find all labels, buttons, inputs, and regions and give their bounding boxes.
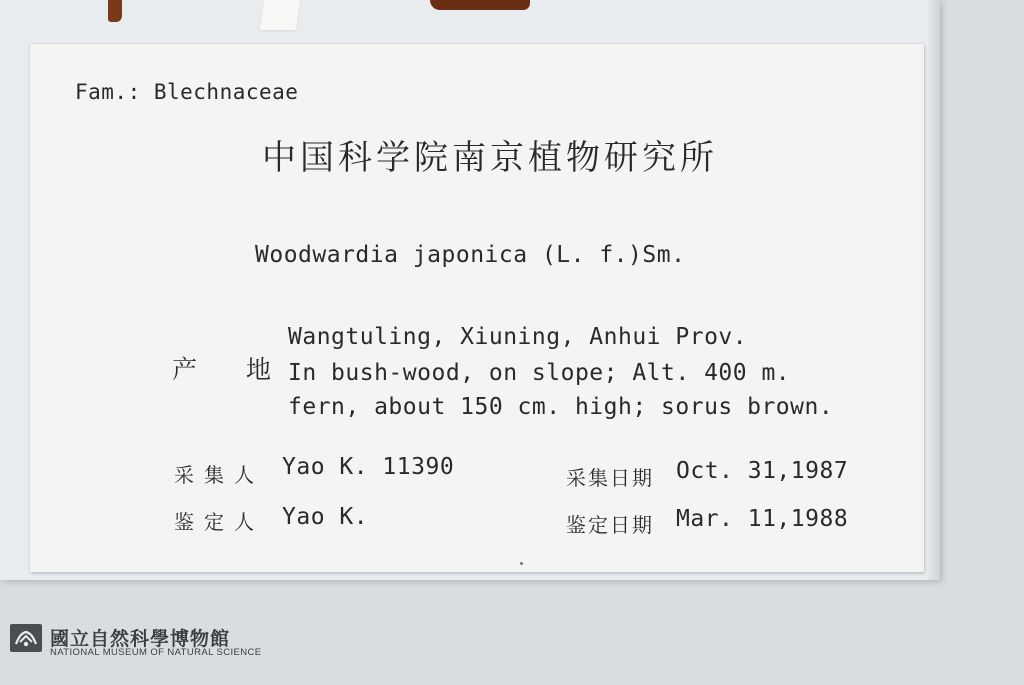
locality-label: 产 地 bbox=[172, 355, 272, 384]
sheet-edge bbox=[928, 0, 940, 580]
specimen-stem-fragment bbox=[108, 0, 122, 22]
museum-logo-icon bbox=[10, 624, 42, 652]
museum-name-chinese: 國立自然科學博物館 bbox=[50, 628, 231, 650]
determination-date-value: Mar. 11,1988 bbox=[676, 506, 849, 532]
museum-name-english: NATIONAL MUSEUM OF NATURAL SCIENCE bbox=[50, 647, 262, 658]
family-name: Fam.: Blechnaceae bbox=[75, 80, 299, 104]
collector-label: 采集人 bbox=[174, 463, 264, 487]
specimen-frond-fragment bbox=[430, 0, 530, 10]
collection-date-value: Oct. 31,1987 bbox=[676, 458, 849, 484]
collection-date-label: 采集日期 bbox=[566, 466, 654, 490]
locality-line: Wangtuling, Xiuning, Anhui Prov. bbox=[288, 324, 748, 350]
species-name: Woodwardia japonica (L. f.)Sm. bbox=[255, 242, 686, 268]
determiner-value: Yao K. bbox=[282, 504, 369, 530]
determination-date-label: 鉴定日期 bbox=[566, 513, 654, 537]
locality-line: In bush-wood, on slope; Alt. 400 m. bbox=[288, 360, 791, 386]
collector-value: Yao K. 11390 bbox=[282, 454, 455, 480]
ink-dot bbox=[520, 562, 523, 565]
mounting-tape bbox=[260, 0, 300, 30]
locality-line: fern, about 150 cm. high; sorus brown. bbox=[288, 394, 834, 420]
determiner-label: 鉴定人 bbox=[174, 510, 264, 534]
institute-name: 中国科学院南京植物研究所 bbox=[262, 138, 718, 178]
specimen-label bbox=[30, 44, 924, 572]
